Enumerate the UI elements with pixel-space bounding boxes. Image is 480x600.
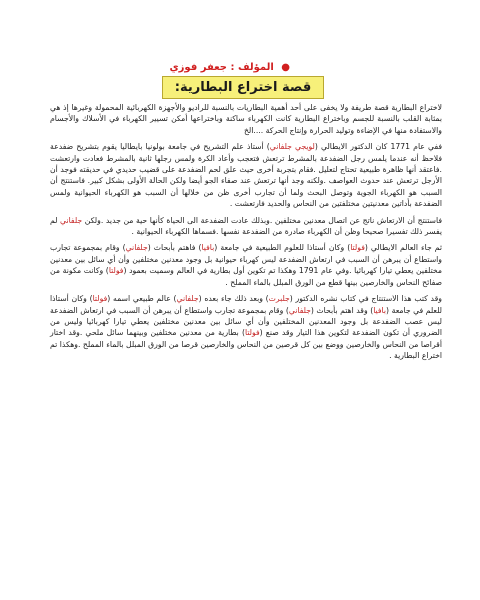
highlighted-name: فولتا: [244, 328, 260, 338]
paragraph-text: ) فاهتم بأبحاث (: [147, 243, 202, 253]
bullet-icon: ●: [281, 62, 290, 73]
paragraph-text: ) بطارية من معدنين مختلفين وبينهما سائل ملحي .وقد اختار أقراصا من النحاس والخارصين ووضع بين كل قرصين من النحاس والخارصين قرصا من الورق المبلل بالماء المملح .وهكذا تم اختراع البطارية .: [50, 328, 442, 361]
author-text: المؤلف : جعفر فوزي: [169, 62, 274, 73]
highlighted-name: جلفاني: [60, 215, 83, 225]
body-paragraph: [50, 215, 442, 238]
paragraph-text: لم يفسر ذلك تفسيرا صحيحا وظن أن الكهرباء صادرة من الضفدعة نفسها .فسماها الكهرباء الحيوانية .: [50, 215, 442, 237]
highlighted-name: جلبرت: [268, 294, 290, 304]
highlighted-name: جلفاني: [176, 294, 199, 304]
highlighted-name: جلفاني: [125, 243, 148, 253]
paragraph-text: ثم جاء العالم الايطالي (: [364, 243, 442, 253]
highlighted-name: فولتا: [108, 266, 124, 276]
highlighted-name: بافيا: [373, 305, 387, 315]
highlighted-name: فولتا: [350, 243, 365, 253]
paragraph-text: ففي عام 1771 كان الدكتور الايطالي (: [314, 142, 443, 152]
paragraph-text: ) وكانت مكونة من صفائح النحاس والخارصين بينها قطع من الورق المبلل بالماء المملح .: [50, 266, 442, 287]
highlighted-name: لويجي جلفاني: [269, 142, 315, 152]
paragraph-text: لاختراع البطارية قصة طريفة ولا يخفى على أحد أهمية البطاريات بالنسبة للراديو والأجهزة الكهربائية المحمولة وغيرها إذ هي بمثابة القلب بالنسبة للجسم وباختراع البطارية كانت الكهرباء ساكنة وباختراعها أمكن تسيير الكهرباء في الأسلاك والأجسام والاستفادة منها في الإضاءة وتوليد الحرارة وإنتاج الحركة ....الخ: [50, 103, 442, 135]
author-line: [170, 62, 291, 73]
article-body: [50, 102, 442, 367]
paragraph-text: فاستنتج أن الارتعاش ناتج عن اتصال معدنين مختلفين .وبذلك عادت الضفدعة الى الحياة كأنها حية من جديد .ولكن: [82, 215, 442, 225]
paragraph-text: ) وكان أستاذا للعلوم الطبيعية في جامعة (: [214, 243, 351, 253]
highlighted-name: بافيا: [201, 243, 215, 253]
paragraph-text: ) وقام بمجموعة تجارب واستطاع أن يبرهن أن السبب في ارتعاش الضفدعة ليس كهرباء حيوانية بل وجود معدنين مختلفين وأن أي سائل بين معدنين مختلفين يعطي تيارا كهربائيا .وفي عام 1791 وهكذا تم تكوين أول بطارية في العالم وسميت بعمود (: [50, 243, 442, 276]
body-paragraph: [50, 242, 442, 288]
paragraph-text: ) وكان أستاذا للعلم في جامعة (: [50, 294, 443, 315]
body-paragraph: [50, 141, 442, 209]
body-paragraph: [50, 293, 442, 361]
body-paragraph: [50, 102, 442, 136]
paragraph-text: ) أستاذ علم التشريح في جامعة بولونيا بايطاليا يقوم بتشريح ضفدعة فلاحظ أنه عندما يلمس رجل الضفدعة بالمشرط ترتعش فتعجب وأعاد الكرة ولمس رجلها ثانية بالمشرط فعادت وارتعشت .فاعتقد أنها ظاهرة طبيعية تحتاج لتعليل .فقام بتجربة أخرى حيث علق لحم الضفدعة على قضيب حديدي في حديقته فوجد أن الأرجل ترتعش عند حدوث العواصف .ولكنه وجد أنها ترتعش عند صفاء الجو أيضا ولكن الحالة الأولى بشكل كبير. فاستنتج أن السبب هو الكهرباء الجوية وتوصل البحث ولما أن تجارب أخرى ظن من خلالها أن السبب هو الكهرباء الحيوانية ولمس الضفدعة بأداتين معدنيتين مختلفتين من النحاس والحديد فارتعشت .: [50, 142, 442, 209]
paragraph-text: ) عالم طبيعي اسمه (: [107, 294, 177, 304]
highlighted-name: جلفاني: [288, 305, 311, 315]
paragraph-text: ) وقد اهتم بأبحاث (: [310, 305, 374, 315]
paragraph-text: وقد كتب هذا الاستنتاج في كتاب نشره الدكتور (: [289, 294, 442, 304]
title-highlight-box: [162, 76, 324, 99]
highlighted-name: فولتا: [92, 294, 108, 304]
page-title: قصة اختراع البطارية:: [174, 80, 312, 95]
paragraph-text: ) وبعد ذلك جاء بعده (: [198, 294, 269, 304]
paragraph-text: ) وقام بمجموعة تجارب واستطاع أن يبرهن أن السبب في ارتعاش الضفدعة ليس عصب الضفدعة بل وجود المعدنين المختلفين وأن أي سائل بين معدنين مختلفين يعطي تيارا كهربائيا وليس من الضروري أن تكون الضفدعة لتكوين هذا التيار وقد صنع (: [50, 305, 442, 338]
